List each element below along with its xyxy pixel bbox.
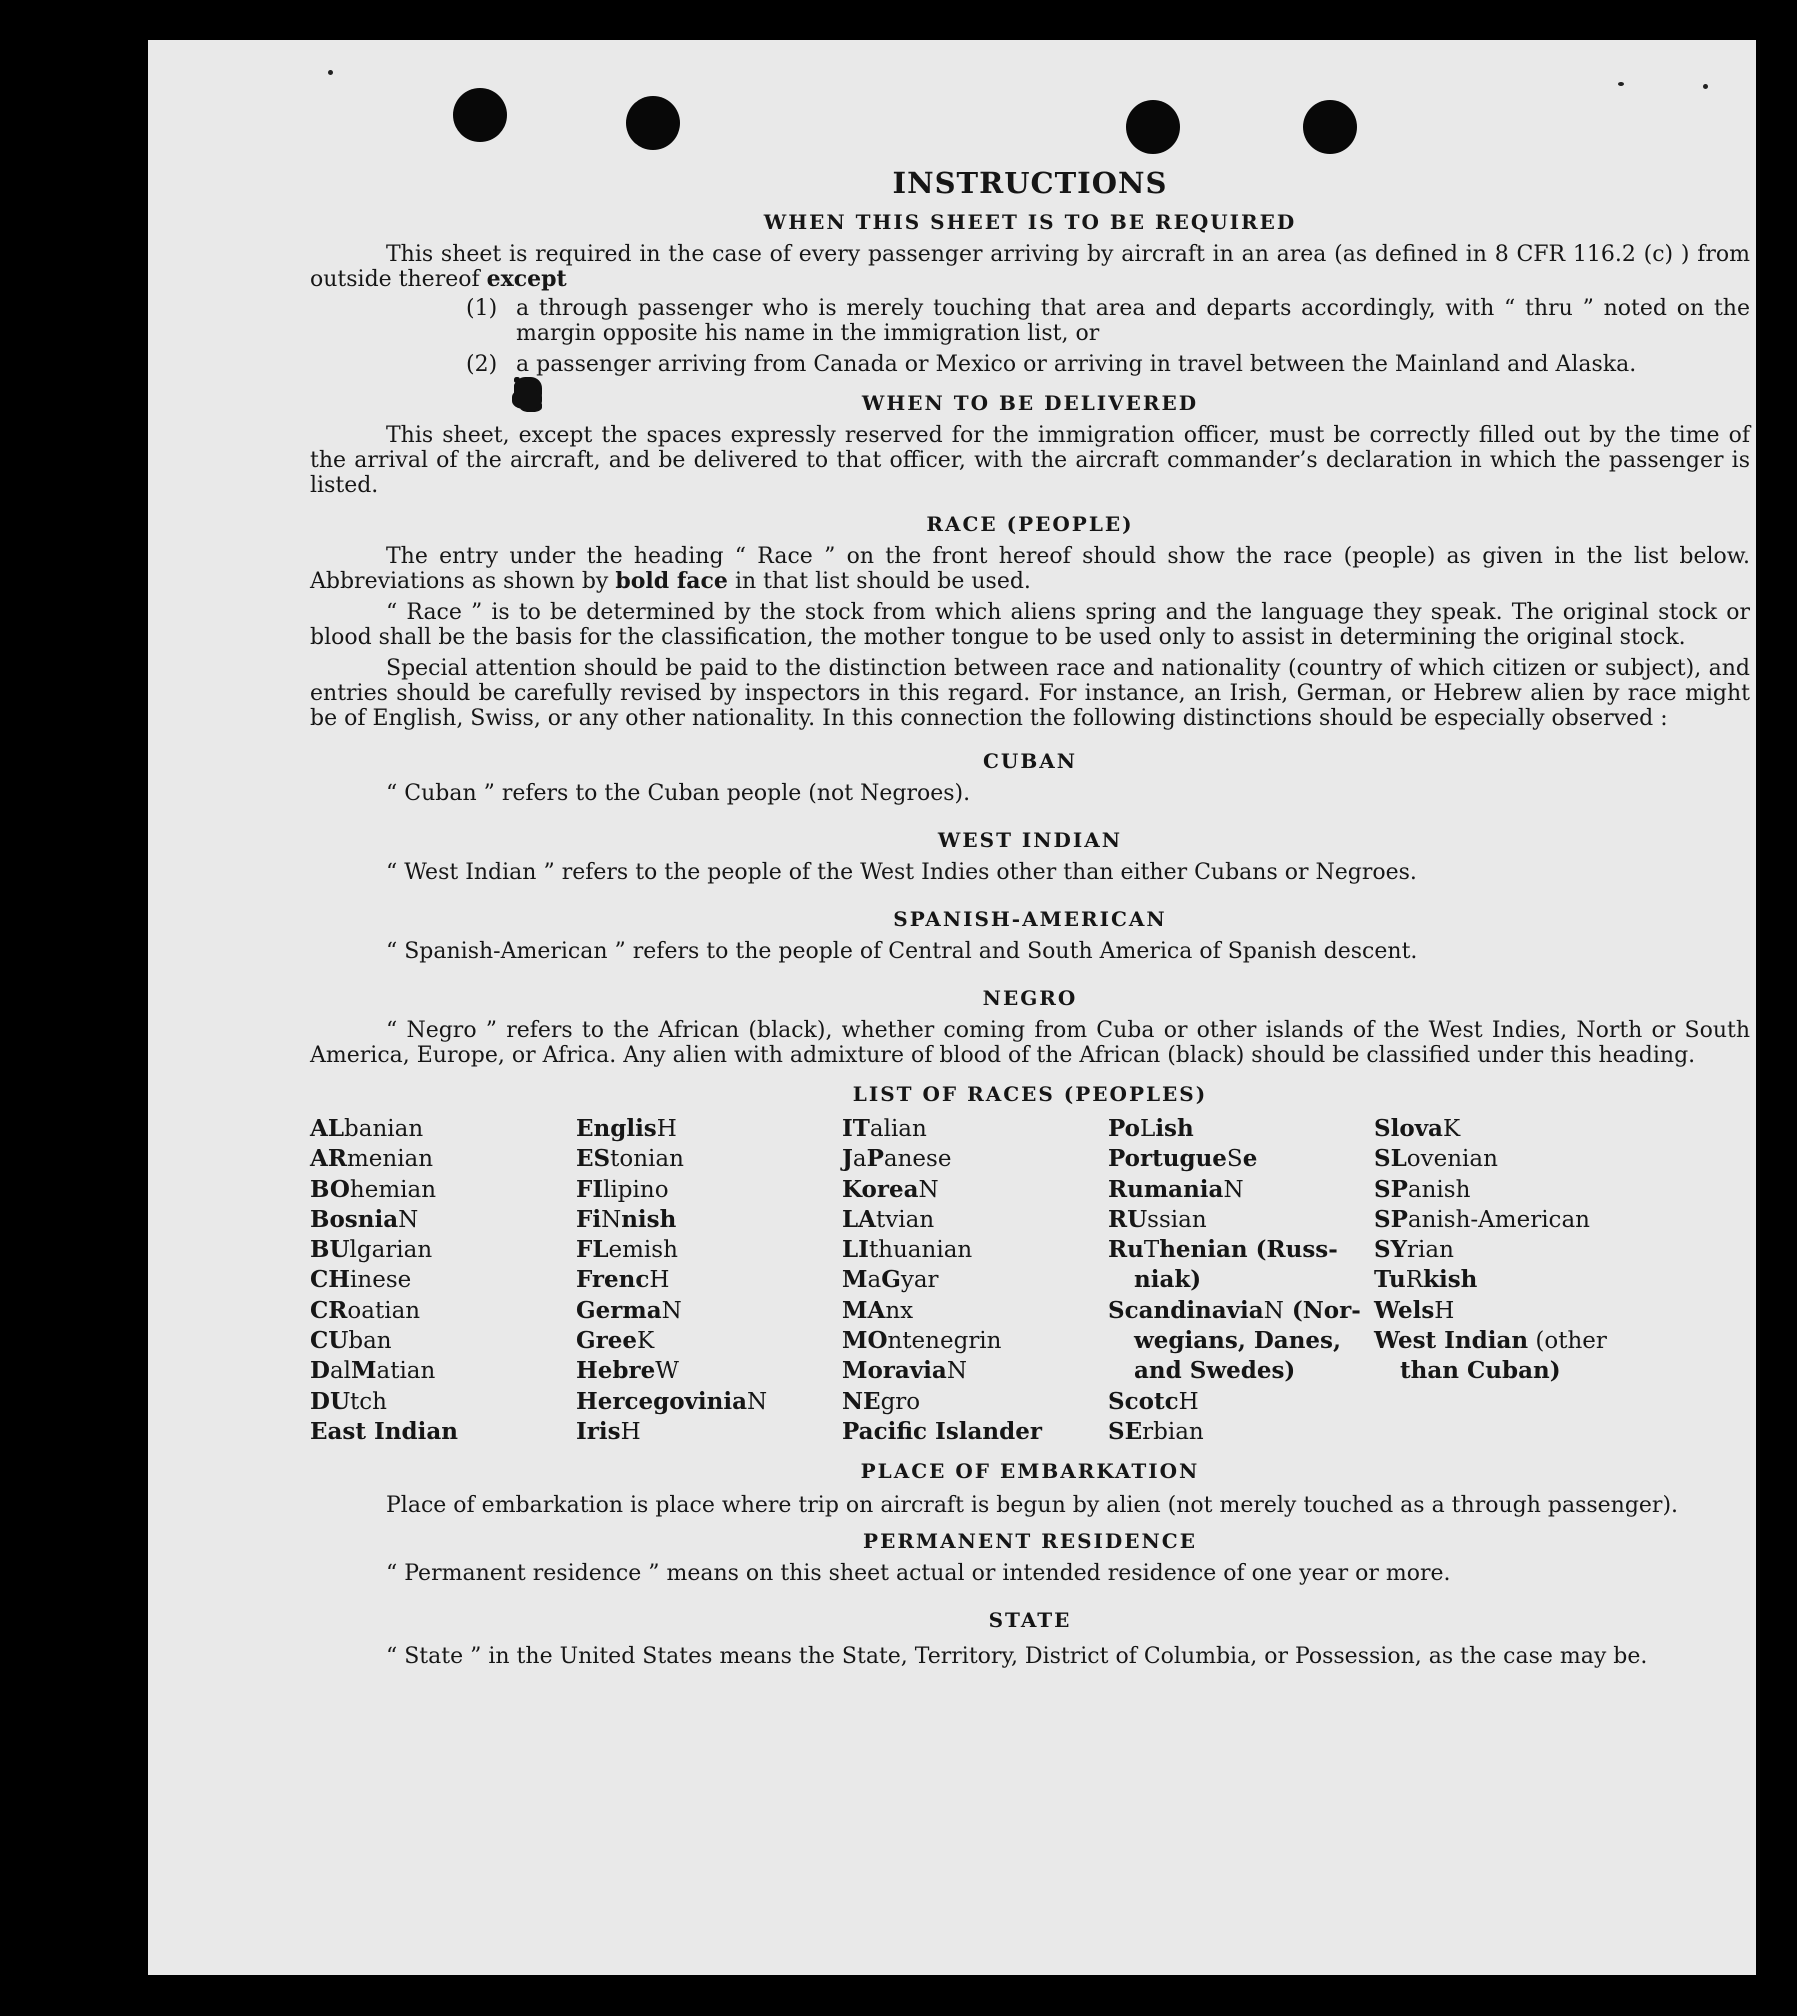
race-text: K xyxy=(637,1328,655,1355)
race-abbreviation: FL xyxy=(576,1236,609,1264)
paragraph: “ Permanent residence ” means on this sheet actual or intended residence of one year or more. xyxy=(386,1561,1451,1587)
race-text: L xyxy=(1140,1116,1156,1142)
race-entry xyxy=(1108,1387,1374,1417)
race-text: a xyxy=(852,1146,867,1173)
instructions-content xyxy=(310,166,1750,1677)
race-abbreviation: and Swedes) xyxy=(1134,1357,1296,1385)
race-abbreviation: wegians, Danes, xyxy=(1134,1327,1341,1355)
race-abbreviation: SP xyxy=(1374,1175,1408,1203)
race-text: N xyxy=(1263,1297,1284,1324)
race-text: emish xyxy=(608,1237,678,1264)
race-text: tch xyxy=(350,1388,387,1415)
section-heading: PLACE OF EMBARKATION xyxy=(860,1459,1200,1484)
race-abbreviation: Frenc xyxy=(576,1266,650,1294)
race-entry xyxy=(1108,1356,1374,1386)
item-text: a passenger arriving from Canada or Mexico or arriving in travel between the Mainland and Alaska. xyxy=(516,352,1637,377)
race-text: ntenegrin xyxy=(887,1328,1002,1355)
race-abbreviation: East Indian xyxy=(310,1417,458,1445)
section-heading: WHEN THIS SHEET IS TO BE REQUIRED xyxy=(763,210,1297,234)
race-abbreviation: SP xyxy=(1374,1205,1408,1233)
race-text: N xyxy=(398,1206,419,1233)
race-abbreviation: SY xyxy=(1374,1236,1408,1264)
race-text: nx xyxy=(885,1297,914,1324)
item-number: (2) xyxy=(466,352,498,377)
race-abbreviation: Englis xyxy=(576,1115,657,1142)
race-entry xyxy=(310,1175,576,1205)
race-text: rian xyxy=(1407,1237,1454,1264)
race-abbreviation: DU xyxy=(310,1387,351,1415)
race-entry xyxy=(1108,1296,1374,1326)
race-text: rbian xyxy=(1142,1418,1204,1445)
race-text: ban xyxy=(348,1328,392,1355)
race-entry xyxy=(842,1175,1108,1205)
section-heading: CUBAN xyxy=(982,749,1078,773)
races-column xyxy=(576,1114,842,1447)
section-heading: PERMANENT RESIDENCE xyxy=(863,1529,1197,1554)
paragraph: Special attention should be paid to the distinction between race and nationality (country of which citizen or subject), and entries should be carefully revised by inspectors in this regard. For instance, an Irish, German, or Hebrew alien by race might be of English, Swiss, or any other nationality. In this connection the following distinctions should be especially observed : xyxy=(310,656,1750,731)
race-text: N xyxy=(918,1176,939,1203)
race-abbreviation: niak) xyxy=(1134,1266,1202,1294)
race-entry xyxy=(1374,1114,1614,1144)
bold-text: bold face xyxy=(615,568,728,594)
race-abbreviation: P xyxy=(866,1145,884,1173)
race-abbreviation: Po xyxy=(1108,1115,1141,1142)
race-abbreviation: J xyxy=(842,1145,853,1173)
race-entry xyxy=(1374,1356,1614,1386)
race-entry xyxy=(1108,1265,1374,1295)
race-entry xyxy=(310,1265,576,1295)
race-text: anese xyxy=(883,1146,952,1173)
race-abbreviation: ish xyxy=(1155,1115,1194,1142)
race-entry xyxy=(576,1144,842,1174)
race-entry xyxy=(1374,1144,1614,1174)
race-text: K xyxy=(1442,1116,1461,1142)
section-heading: WHEN TO BE DELIVERED xyxy=(861,391,1199,415)
race-entry xyxy=(310,1417,576,1447)
section-heading: WEST INDIAN xyxy=(937,828,1123,852)
document-sheet xyxy=(148,40,1756,1975)
race-entry xyxy=(842,1114,1108,1144)
race-abbreviation: M xyxy=(351,1357,377,1385)
paragraph xyxy=(310,544,1750,594)
punch-hole xyxy=(453,88,507,142)
race-abbreviation: AR xyxy=(310,1145,347,1173)
race-abbreviation: Hebre xyxy=(576,1357,656,1385)
race-text: ssian xyxy=(1147,1206,1207,1233)
race-abbreviation: AL xyxy=(310,1115,345,1142)
speck xyxy=(1618,82,1624,86)
race-abbreviation: BU xyxy=(310,1236,350,1264)
race-text: H xyxy=(656,1116,677,1142)
race-entry xyxy=(1108,1205,1374,1235)
race-abbreviation: Pacific Islander xyxy=(842,1417,1042,1445)
race-abbreviation: D xyxy=(310,1357,330,1385)
race-entry xyxy=(842,1205,1108,1235)
races-column xyxy=(1374,1114,1614,1447)
race-abbreviation: Scotc xyxy=(1108,1387,1179,1415)
speck xyxy=(328,70,333,75)
item-text: a through passenger who is merely touching that area and departs accordingly, with “ thru ” noted on the margin opposite his name in the immigration list, or xyxy=(516,296,1750,346)
paragraph: “ West Indian ” refers to the people of the West Indies other than either Cubans or Negroes. xyxy=(386,860,1417,885)
paragraph: This sheet, except the spaces expressly reserved for the immigration officer, must be correctly filled out by the time of the arrival of the aircraft, and be delivered to that officer, with the aircraft commander’s declaration in which the passenger is listed. xyxy=(310,423,1750,498)
paragraph: “ State ” in the United States means the State, Territory, District of Columbia, or Possession, as the case may be. xyxy=(386,1644,1648,1670)
race-abbreviation: Rumania xyxy=(1108,1175,1224,1203)
race-entry xyxy=(1108,1114,1374,1144)
race-entry xyxy=(310,1326,576,1356)
page-title: INSTRUCTIONS xyxy=(892,166,1168,200)
race-abbreviation: kish xyxy=(1423,1266,1478,1294)
race-text: inese xyxy=(350,1267,412,1294)
race-text: H xyxy=(1178,1388,1199,1415)
race-entry xyxy=(576,1356,842,1386)
race-text: al xyxy=(329,1358,352,1385)
race-entry xyxy=(1108,1144,1374,1174)
punch-hole xyxy=(1303,100,1357,154)
paragraph: “ Negro ” refers to the African (black), whether coming from Cuba or other islands of the West Indies, North or South America, Europe, or Africa. Any alien with admixture of blood of the African (black) should be classified under this heading. xyxy=(310,1018,1750,1068)
race-text: alian xyxy=(869,1116,927,1142)
race-abbreviation: FI xyxy=(576,1175,604,1203)
race-entry xyxy=(842,1296,1108,1326)
races-list xyxy=(310,1114,1750,1447)
race-abbreviation: LA xyxy=(842,1205,877,1233)
races-column xyxy=(310,1114,576,1447)
race-abbreviation: than Cuban) xyxy=(1400,1357,1561,1385)
race-abbreviation: CU xyxy=(310,1327,349,1355)
race-abbreviation: Gree xyxy=(576,1327,638,1355)
section-heading: LIST OF RACES (PEOPLES) xyxy=(852,1082,1208,1106)
list-item xyxy=(466,296,1750,346)
race-abbreviation: e xyxy=(1242,1145,1258,1173)
paragraph: Place of embarkation is place where trip on aircraft is begun by alien (not merely touched as a through passenger). xyxy=(386,1493,1679,1519)
race-entry xyxy=(310,1296,576,1326)
race-text: (other xyxy=(1528,1328,1607,1355)
section-heading: STATE xyxy=(988,1608,1072,1633)
race-abbreviation: Tu xyxy=(1374,1266,1406,1294)
race-text: atian xyxy=(376,1358,436,1385)
race-abbreviation: ES xyxy=(576,1145,611,1173)
race-abbreviation: (Nor- xyxy=(1283,1296,1361,1324)
race-text: oatian xyxy=(347,1297,421,1324)
race-entry xyxy=(310,1356,576,1386)
item-number: (1) xyxy=(466,296,498,321)
race-text: H xyxy=(649,1267,670,1294)
bold-text: except xyxy=(486,266,567,292)
race-entry xyxy=(842,1326,1108,1356)
race-text: tonian xyxy=(610,1146,684,1173)
races-column xyxy=(1108,1114,1374,1447)
race-entry xyxy=(842,1417,1108,1447)
race-text: thuanian xyxy=(868,1237,973,1264)
race-entry xyxy=(576,1114,842,1144)
section-heading: NEGRO xyxy=(982,986,1078,1010)
race-entry xyxy=(576,1387,842,1417)
race-text: hemian xyxy=(349,1176,437,1203)
race-entry xyxy=(576,1205,842,1235)
race-abbreviation: Moravia xyxy=(842,1357,947,1385)
race-abbreviation: henian (Russ- xyxy=(1159,1236,1338,1264)
race-abbreviation: SE xyxy=(1108,1417,1143,1445)
race-text: a xyxy=(867,1267,882,1294)
paragraph: “ Race ” is to be determined by the stock from which aliens spring and the language they speak. The original stock or blood shall be the basis for the classification, the mother tongue to be used only to assist in determining the original stock. xyxy=(310,600,1750,650)
punch-hole xyxy=(626,96,680,150)
race-abbreviation: CH xyxy=(310,1266,351,1294)
race-text: R xyxy=(1405,1267,1424,1294)
race-entry xyxy=(1374,1205,1614,1235)
race-text: N xyxy=(946,1358,967,1385)
race-abbreviation: Fi xyxy=(576,1205,602,1233)
race-entry xyxy=(842,1356,1108,1386)
race-text: menian xyxy=(346,1146,434,1173)
race-entry xyxy=(1374,1175,1614,1205)
race-text: gro xyxy=(880,1388,921,1415)
race-abbreviation: Scandinavia xyxy=(1108,1296,1264,1324)
race-abbreviation: Korea xyxy=(842,1175,919,1203)
race-abbreviation: G xyxy=(881,1266,901,1294)
race-entry xyxy=(576,1326,842,1356)
race-entry xyxy=(842,1265,1108,1295)
race-abbreviation: Bosnia xyxy=(310,1205,399,1233)
race-abbreviation: CR xyxy=(310,1296,348,1324)
section-heading: SPANISH-AMERICAN xyxy=(893,907,1167,931)
punch-hole xyxy=(1126,100,1180,154)
paragraph-text: This sheet is required in the case of every passenger arriving by aircraft in an area (as defined in 8 CFR 116.2 (c) ) from outside thereof xyxy=(310,242,1750,292)
race-text: S xyxy=(1226,1146,1243,1173)
race-entry xyxy=(576,1175,842,1205)
race-entry xyxy=(1108,1326,1374,1356)
race-entry xyxy=(310,1235,576,1265)
race-text: lgarian xyxy=(349,1237,433,1264)
race-abbreviation: RU xyxy=(1108,1205,1148,1233)
race-entry xyxy=(1108,1175,1374,1205)
race-abbreviation: Portugue xyxy=(1108,1145,1227,1173)
race-text: anish xyxy=(1407,1176,1471,1203)
race-abbreviation: LI xyxy=(842,1236,869,1264)
race-entry xyxy=(576,1265,842,1295)
race-abbreviation: MA xyxy=(842,1296,886,1324)
race-abbreviation: IT xyxy=(842,1115,870,1142)
race-entry xyxy=(310,1144,576,1174)
race-text: banian xyxy=(344,1116,424,1142)
race-entry xyxy=(1108,1235,1374,1265)
paragraph-text: in that list should be used. xyxy=(734,569,1031,594)
race-abbreviation: NE xyxy=(842,1387,881,1415)
race-entry xyxy=(576,1235,842,1265)
race-text: T xyxy=(1143,1237,1160,1264)
race-entry xyxy=(1374,1235,1614,1265)
race-abbreviation: SL xyxy=(1374,1145,1407,1173)
paragraph: “ Cuban ” refers to the Cuban people (not Negroes). xyxy=(386,781,971,806)
race-entry xyxy=(1374,1296,1614,1326)
race-text: ovenian xyxy=(1406,1146,1498,1173)
list-item xyxy=(466,352,1750,377)
paragraph xyxy=(310,242,1750,292)
race-abbreviation: Wels xyxy=(1374,1296,1435,1324)
paragraph: “ Spanish-American ” refers to the people of Central and South America of Spanish descent. xyxy=(386,939,1418,964)
race-abbreviation: Ru xyxy=(1108,1236,1144,1264)
race-text: H xyxy=(620,1418,641,1445)
race-abbreviation: nish xyxy=(621,1205,677,1233)
race-entry xyxy=(1108,1417,1374,1447)
race-entry xyxy=(310,1205,576,1235)
race-entry xyxy=(576,1296,842,1326)
race-entry xyxy=(1374,1265,1614,1295)
race-abbreviation: M xyxy=(842,1266,868,1294)
race-text: N xyxy=(661,1297,682,1324)
race-abbreviation: Hercegovinia xyxy=(576,1387,748,1415)
race-abbreviation: MO xyxy=(842,1327,888,1355)
race-entry xyxy=(1374,1326,1614,1356)
race-abbreviation: Slova xyxy=(1374,1115,1443,1142)
race-text: anish-American xyxy=(1407,1206,1590,1233)
race-entry xyxy=(842,1235,1108,1265)
race-abbreviation: Germa xyxy=(576,1296,662,1324)
race-text: lipino xyxy=(603,1176,669,1203)
speck xyxy=(1703,84,1708,89)
race-entry xyxy=(842,1144,1108,1174)
race-text: tvian xyxy=(876,1206,935,1233)
section-heading: RACE (PEOPLE) xyxy=(926,512,1134,536)
race-text: W xyxy=(655,1358,679,1385)
races-column xyxy=(842,1114,1108,1447)
race-text: H xyxy=(1434,1297,1455,1324)
race-entry xyxy=(310,1387,576,1417)
paragraph-text: The entry under the heading “ Race ” on the front hereof should show the race (people) as given in the list below. Abbreviations as shown by xyxy=(310,544,1750,594)
race-entry xyxy=(842,1387,1108,1417)
race-text: N xyxy=(1223,1176,1244,1203)
race-abbreviation: West Indian xyxy=(1374,1327,1529,1355)
race-abbreviation: Iris xyxy=(576,1417,621,1445)
race-text: yar xyxy=(900,1267,939,1294)
race-entry xyxy=(576,1417,842,1447)
race-text: N xyxy=(601,1206,622,1233)
race-entry xyxy=(310,1114,576,1144)
race-abbreviation: BO xyxy=(310,1175,350,1203)
race-text: N xyxy=(747,1388,768,1415)
